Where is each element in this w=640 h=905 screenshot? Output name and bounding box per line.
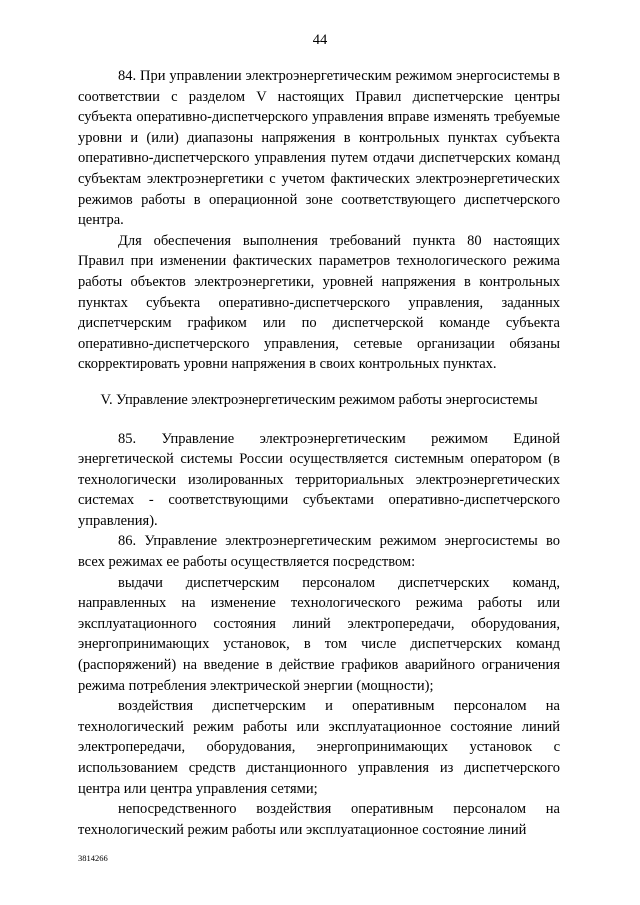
document-body (78, 66, 560, 840)
paragraph-85: 85. Управление электроэнергетическим режимом Единой энергетической системы России осуществляется системным оператором (в технологически изолированных территориальных электроэнергетических системах - соответствующими субъектами оперативно-диспетчерского управления). (78, 430, 560, 529)
list-item-dispatch-commands: выдачи диспетчерским персоналом диспетчерских команд, направленных на изменение технологического режима работы или эксплуатационного состояния линий электропередачи, оборудования, энергопринимающих установок, в том числе диспетчерских команд (распоряжений) на введение в действие графиков аварийного ограничения режима потребления электрической энергии (мощности); (78, 574, 560, 694)
list-item-direct-action: непосредственного воздействия оперативным персоналом на технологический режим работы или эксплуатационное состояние линий (78, 801, 560, 838)
page-number: 44 (312, 32, 328, 48)
list-item-remote-control: воздействия диспетчерским и оперативным персоналом на технологический режим работы или эксплуатационное состояние линий электропередачи, оборудования, энергопринимающих установок с использованием средств дистанционного управления из диспетчерского центра или центра управления сетями; (78, 698, 560, 797)
paragraph-84: 84. При управлении электроэнергетическим режимом энергосистемы в соответствии с разделом V настоящих Правил диспетчерские центры субъекта оперативно-диспетчерского управления вправе изменять требуемые уровни и (или) диапазоны напряжения в контрольных пунктах субъекта оперативно-диспетчерского управления путем отдачи диспетчерских команд субъектам электроэнергетики с учетом фактических электроэнергетических режимов работы в операционной зоне соответствующего диспетчерского центра. (78, 68, 560, 229)
section-heading: V. Управление электроэнергетическим режимом работы энергосистемы (100, 391, 538, 408)
paragraph-84-continuation: Для обеспечения выполнения требований пункта 80 настоящих Правил при изменении фактических параметров технологического режима работы объектов электроэнергетики, уровней напряжения в контрольных пунктах субъекта оперативно-диспетчерского управления, заданных диспетчерским графиком или по диспетчерской команде субъекта оперативно-диспетчерского управления, сетевые организации обязаны скорректировать уровни напряжения в своих контрольных пунктах. (78, 232, 560, 373)
document-code: 3814266 (78, 853, 108, 863)
paragraph-86: 86. Управление электроэнергетическим режимом энергосистемы во всех режимах ее работы осуществляется посредством: (78, 533, 560, 571)
